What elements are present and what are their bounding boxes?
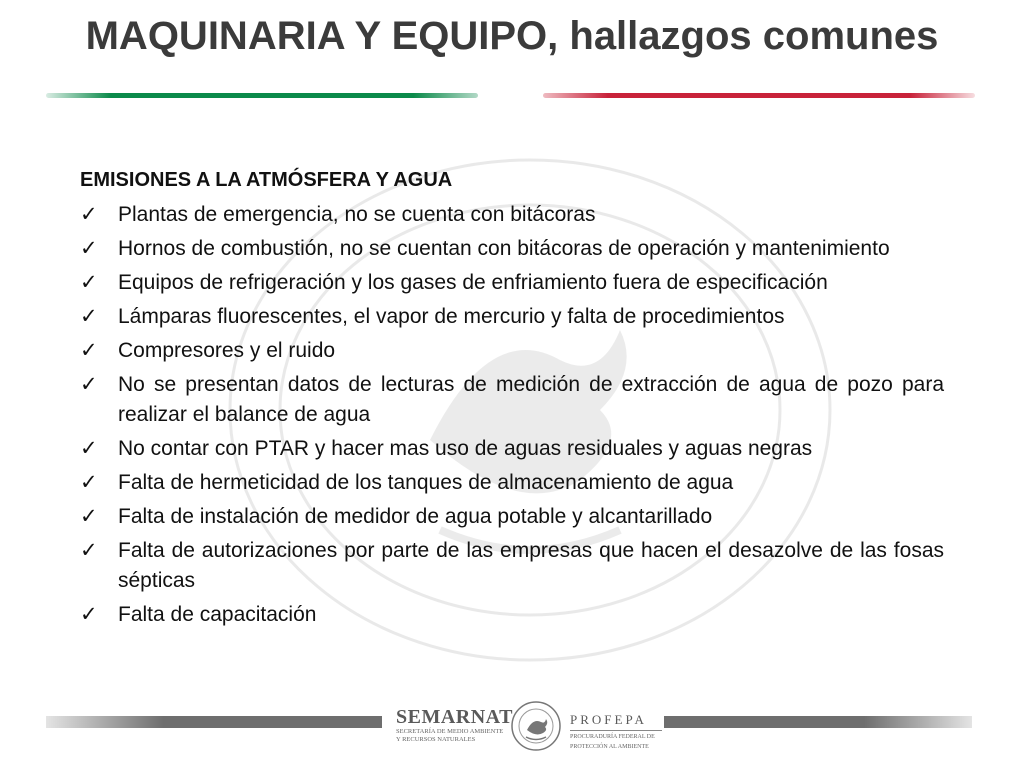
checkmark-icon: ✓ [80,373,98,396]
footer-bar-left [46,716,382,728]
slide-title: MAQUINARIA Y EQUIPO, hallazgos comunes [85,14,939,58]
list-item-text: Falta de autorizaciones por parte de las empresas que hacen el desazolve de las fosas sépticas [118,539,944,592]
title-underline-green [46,93,478,98]
checkmark-icon: ✓ [80,339,98,362]
list-item [80,200,944,230]
list-item-text: Plantas de emergencia, no se cuenta con bitácoras [118,203,596,226]
mexican-seal-icon [510,700,562,752]
list-item [80,600,944,630]
title-underline-red [543,93,975,98]
list-item-text: Falta de hermeticidad de los tanques de almacenamiento de agua [118,471,734,494]
checkmark-icon: ✓ [80,437,98,460]
list-item [80,302,944,332]
checkmark-icon: ✓ [80,505,98,528]
checkmark-icon: ✓ [80,539,98,562]
list-item [80,234,944,264]
list-item [80,536,944,596]
list-item [80,336,944,366]
profepa-logo [570,712,662,756]
list-item-text: Compresores y el ruido [118,339,336,362]
checkmark-icon: ✓ [80,203,98,226]
list-item [80,468,944,498]
list-item [80,434,944,464]
slide-content [80,166,944,634]
footer-bar-right [664,716,972,728]
checkmark-icon: ✓ [80,237,98,260]
profepa-logo-subtitle-2: PROTECCIÓN AL AMBIENTE [570,744,649,750]
checkmark-icon: ✓ [80,271,98,294]
list-item-text: Equipos de refrigeración y los gases de enfriamiento fuera de especificación [118,271,828,294]
checkmark-icon: ✓ [80,603,98,626]
checkmark-icon: ✓ [80,305,98,328]
findings-list [80,200,944,630]
semarnat-logo-subtitle-2: Y RECURSOS NATURALES [396,736,476,743]
checkmark-icon: ✓ [80,471,98,494]
section-heading: EMISIONES A LA ATMÓSFERA Y AGUA [80,169,453,191]
list-item [80,370,944,430]
list-item-text: Lámparas fluorescentes, el vapor de mercurio y falta de procedimientos [118,305,785,328]
profepa-logo-text: PROFEPA [570,712,662,731]
list-item-text: No contar con PTAR y hacer mas uso de aguas residuales y aguas negras [118,437,813,460]
semarnat-logo-subtitle-1: SECRETARÍA DE MEDIO AMBIENTE [396,728,504,735]
list-item-text: Falta de instalación de medidor de agua potable y alcantarillado [118,505,713,528]
list-item-text: Falta de capacitación [118,603,317,626]
semarnat-logo [396,706,513,756]
list-item [80,268,944,298]
list-item-text: Hornos de combustión, no se cuentan con bitácoras de operación y mantenimiento [118,237,890,260]
semarnat-logo-text: SEMARNAT [396,706,513,728]
list-item-text: No se presentan datos de lecturas de medición de extracción de agua de pozo para realizar el balance de agua [118,373,944,426]
list-item [80,502,944,532]
profepa-logo-subtitle-1: PROCURADURÍA FEDERAL DE [570,734,655,740]
